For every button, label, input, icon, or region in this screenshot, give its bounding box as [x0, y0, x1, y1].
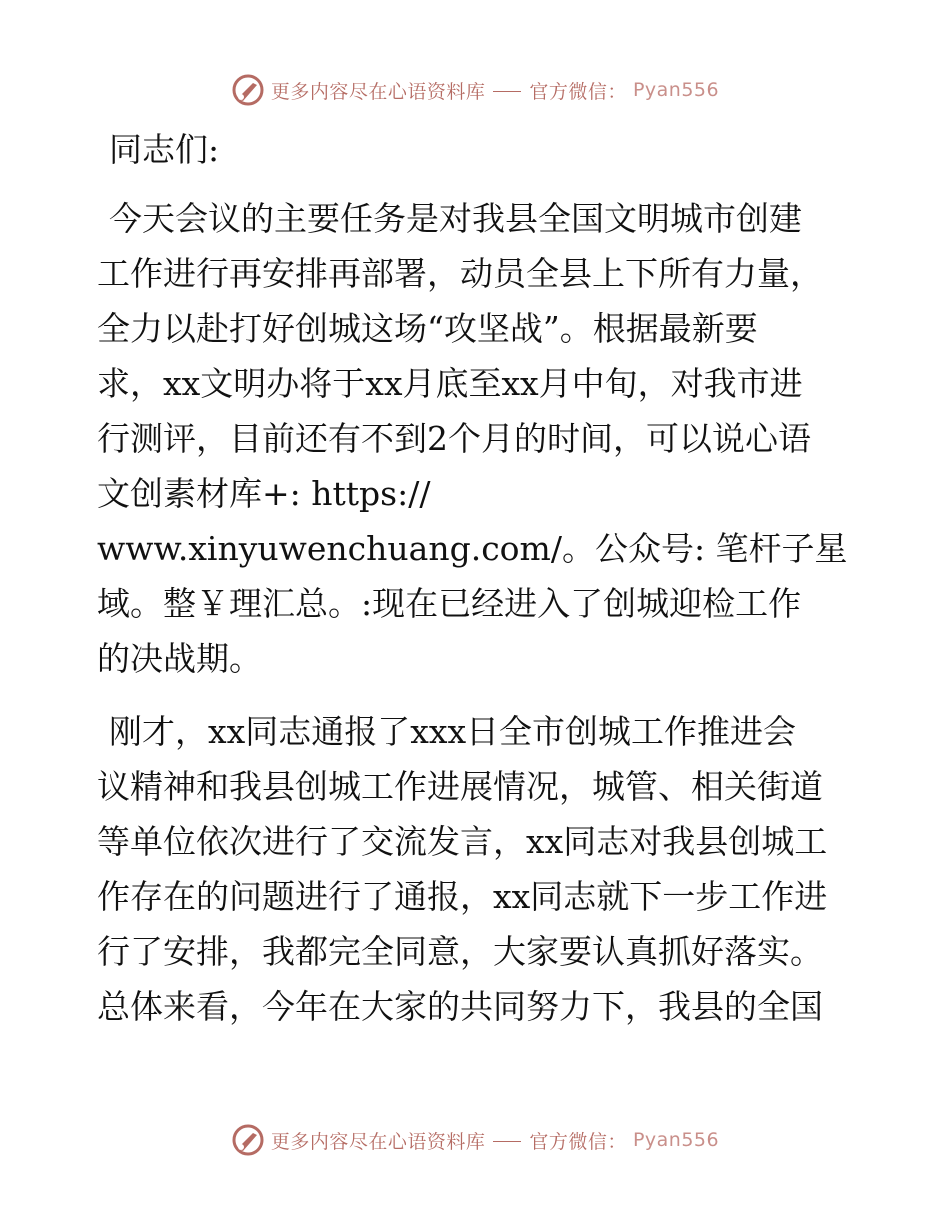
paragraph-2-line: 作存在的问题进行了通报，xx同志就下一步工作进 — [97, 877, 828, 916]
watermark-divider — [493, 1141, 521, 1142]
paragraph-2-line: 行了安排，我都完全同意，大家要认真抓好落实。 — [97, 932, 823, 971]
document-body — [97, 122, 857, 1052]
paragraph-1-line: 文创素材库+: https:// — [97, 474, 431, 513]
watermark-label: 官方微信： — [529, 80, 627, 103]
paragraph-2-line: 总体来看，今年在大家的共同努力下，我县的全国 — [97, 987, 823, 1026]
watermark-divider — [493, 91, 521, 92]
paragraph-2-line: 等单位依次进行了交流发言，xx同志对我县创城工 — [97, 822, 828, 861]
brush-logo-icon — [231, 73, 265, 107]
paragraph-1-line: 工作进行再安排再部署，动员全县上下所有力量， — [97, 254, 823, 293]
brush-logo-icon — [231, 1123, 265, 1157]
paragraph-2 — [97, 704, 857, 1034]
watermark-id: Pyan556 — [632, 1129, 720, 1151]
paragraph-2-line: 刚才，xx同志通报了xxx日全市创城工作推进会 — [109, 712, 797, 751]
watermark-label: 官方微信： — [529, 1130, 627, 1153]
paragraph-1-line: 全力以赴打好创城这场“攻坚战”。根据最新要 — [97, 309, 758, 348]
greeting: 同志们: — [109, 130, 220, 169]
paragraph-1-line: www.xinyuwenchuang.com/。公众号: 笔杆子星 — [97, 529, 848, 568]
paragraph-1-line: 今天会议的主要任务是对我县全国文明城市创建 — [109, 199, 802, 238]
watermark-id: Pyan556 — [632, 79, 720, 101]
paragraph-1-line: 的决战期。 — [97, 639, 262, 678]
watermark-text: 更多内容尽在心语资料库 — [270, 80, 486, 103]
paragraph-1-line: 行测评，目前还有不到2个月的时间，可以说心语 — [97, 419, 811, 458]
paragraph-1-line: 求，xx文明办将于xx月底至xx月中旬，对我市进 — [97, 364, 803, 403]
watermark-text: 更多内容尽在心语资料库 — [270, 1130, 486, 1153]
paragraph-1 — [97, 191, 857, 686]
footer-watermark — [0, 1120, 950, 1160]
paragraph-2-line: 议精神和我县创城工作进展情况，城管、相关街道 — [97, 767, 823, 806]
paragraph-1-line: 域。整￥理汇总。:现在已经进入了创城迎检工作 — [97, 584, 802, 623]
header-watermark — [0, 70, 950, 110]
